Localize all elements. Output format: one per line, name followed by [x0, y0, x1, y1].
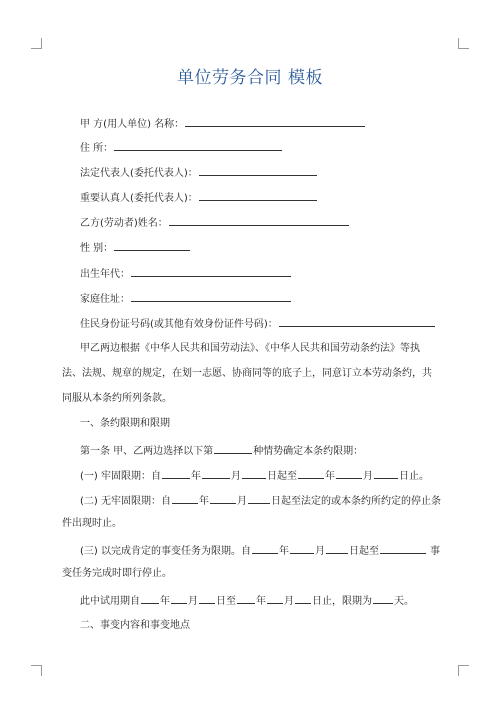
open-term-line	[80, 493, 441, 508]
party-b-gender-field[interactable]	[114, 240, 190, 251]
party-b-home-field[interactable]	[131, 291, 291, 302]
fixed-term-year-text: 年	[190, 471, 201, 482]
section-2-heading: 二、事变内容和事变地点	[80, 620, 190, 631]
task-term-label: (三) 以完成肯定的事变任务为限期。自	[80, 546, 251, 557]
party-b-gender-line	[80, 240, 191, 255]
party-a-address-field[interactable]	[114, 140, 282, 151]
crop-mark-top-right	[458, 38, 469, 49]
task-term-year-field[interactable]	[252, 543, 278, 554]
fixed-term-end-day-field[interactable]	[374, 468, 398, 479]
fixed-term-end-month-field[interactable]	[336, 468, 362, 479]
party-b-home-label: 家庭住址：	[80, 294, 130, 305]
fixed-term-start-month-field[interactable]	[202, 468, 230, 479]
open-term-month-text: 月	[236, 496, 247, 507]
article-1-option-field[interactable]	[214, 443, 252, 454]
fixed-term-label: (一) 牢固限期：自	[80, 471, 161, 482]
open-term-year-field[interactable]	[172, 493, 198, 504]
open-term-day-field[interactable]	[248, 493, 270, 504]
party-b-id-field[interactable]	[279, 316, 435, 327]
section-1-heading: 一、条约限期和限期	[80, 418, 170, 429]
party-b-name-line	[80, 215, 350, 230]
probation-end-text: 日止，限期为	[312, 596, 372, 607]
fixed-term-end-year-field[interactable]	[298, 468, 324, 479]
task-term-line	[80, 543, 440, 558]
party-b-id-line	[80, 316, 436, 331]
fixed-term-year2-text: 年	[324, 471, 335, 482]
probation-start-year-field[interactable]	[141, 593, 159, 604]
party-a-legal-rep-field[interactable]	[199, 165, 317, 176]
intro-paragraph-line-3: 同服从本条约所列条款。	[62, 393, 172, 404]
probation-line	[80, 593, 414, 608]
probation-day-to-text: 日至	[216, 596, 236, 607]
party-b-name-field[interactable]	[169, 215, 349, 226]
task-term-day-field[interactable]	[326, 543, 348, 554]
probation-start-day-field[interactable]	[199, 593, 215, 604]
crop-mark-top-left	[31, 38, 42, 49]
probation-end-year-field[interactable]	[237, 593, 255, 604]
party-b-birth-line	[80, 266, 292, 281]
party-b-gender-label: 性 别：	[80, 243, 114, 254]
probation-year-text: 年	[160, 596, 170, 607]
party-a-legal-rep-line	[80, 165, 318, 180]
task-term-year-text: 年	[278, 546, 289, 557]
fixed-term-day-to-text: 日起至	[266, 471, 297, 482]
party-a-address-label: 住 所：	[80, 143, 114, 154]
party-b-birth-field[interactable]	[131, 266, 291, 277]
task-term-task-field[interactable]	[380, 543, 426, 554]
party-a-name-field[interactable]	[185, 116, 365, 127]
article-1-text-b: 种情势确定本条约限期：	[253, 446, 364, 457]
intro-paragraph-line-2: 法、法规、规章的规定，在划一志愿、协商同等的底子上，同意订立本劳动条约，共	[62, 368, 432, 379]
crop-mark-bottom-right	[458, 665, 469, 676]
party-a-responsible-line	[80, 190, 318, 205]
task-term-month-text: 月	[314, 546, 325, 557]
probation-days-text: 天。	[394, 596, 414, 607]
party-b-name-label: 乙方(劳动者)姓名：	[80, 218, 168, 229]
party-a-name-label: 甲 方(用人单位) 名称：	[80, 119, 185, 130]
open-term-year-text: 年	[198, 496, 209, 507]
probation-end-month-field[interactable]	[267, 593, 283, 604]
fixed-term-month-text: 月	[230, 471, 241, 482]
party-a-name-line	[80, 116, 366, 131]
probation-start-month-field[interactable]	[171, 593, 187, 604]
probation-days-field[interactable]	[373, 593, 393, 604]
party-b-home-line	[80, 291, 292, 306]
party-a-responsible-label: 重要认真人(委托代表人)：	[80, 193, 198, 204]
open-term-label: (二) 无牢固限期：自	[80, 496, 171, 507]
probation-end-day-field[interactable]	[295, 593, 311, 604]
fixed-term-start-day-field[interactable]	[242, 468, 266, 479]
party-b-id-label: 住民身份证号码(或其他有效身份证件号码)：	[80, 319, 278, 330]
open-term-text: 日起至法定的或本条约所约定的停止条	[270, 496, 441, 507]
article-1-line	[80, 443, 363, 458]
crop-mark-bottom-left	[31, 665, 42, 676]
task-term-month-field[interactable]	[290, 543, 314, 554]
probation-month-text: 月	[188, 596, 198, 607]
open-term-month-field[interactable]	[210, 493, 236, 504]
fixed-term-start-year-field[interactable]	[162, 468, 190, 479]
party-a-address-line	[80, 140, 283, 155]
probation-label: 此中试用期自	[80, 596, 140, 607]
probation-year2-text: 年	[256, 596, 266, 607]
open-term-line-2: 件出现时止。	[62, 518, 122, 529]
task-term-day-to-text: 日起至	[348, 546, 379, 557]
probation-month2-text: 月	[284, 596, 294, 607]
task-term-tail-text: 事	[429, 546, 440, 557]
fixed-term-line	[80, 468, 429, 483]
fixed-term-end-text: 日止。	[398, 471, 429, 482]
document-title: 单位劳务合同 模板	[177, 68, 323, 88]
party-a-legal-rep-label: 法定代表人(委托代表人)：	[80, 168, 198, 179]
intro-paragraph-line-1: 甲乙两边根据《中华人民共和国劳动法》、《中华人民共和国劳动条约法》等执	[80, 343, 420, 354]
task-term-line-2: 变任务完成时即行停止。	[62, 568, 172, 579]
party-b-birth-label: 出生年代：	[80, 269, 130, 280]
article-1-text-a: 第一条 甲、乙两边选择以下第	[80, 446, 214, 457]
party-a-responsible-field[interactable]	[199, 190, 317, 201]
fixed-term-month2-text: 月	[362, 471, 373, 482]
